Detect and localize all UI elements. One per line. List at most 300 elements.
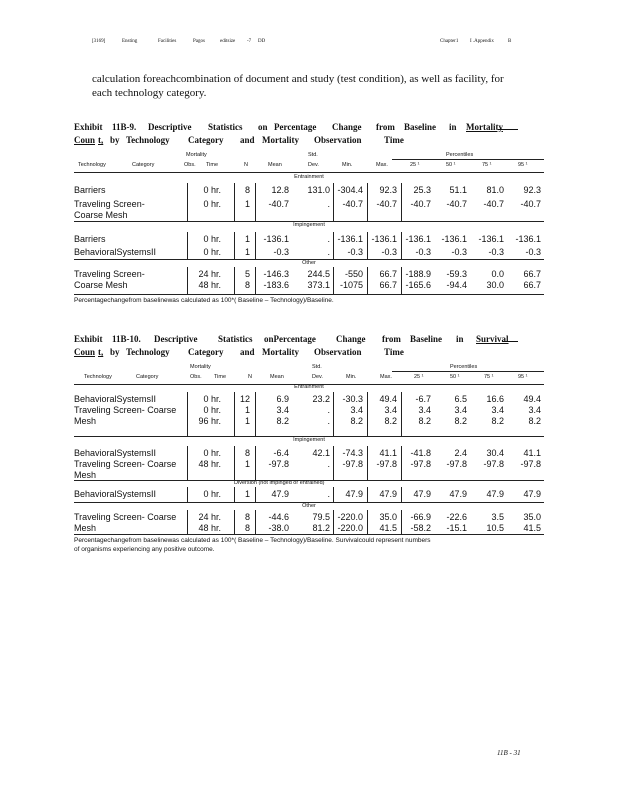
title-word: Technology [126, 347, 170, 357]
hdr-dev: Dev. [312, 374, 323, 380]
column-rule [255, 183, 256, 221]
title-word: Change [332, 122, 362, 132]
p95-cell: 35.0 [523, 512, 541, 522]
hdr-mean: Mean [268, 162, 282, 168]
n-cell: 8 [244, 280, 250, 290]
column-rule [401, 392, 402, 436]
min-cell: -304.4 [337, 185, 363, 195]
title-rule [502, 333, 518, 342]
section-rule [74, 502, 544, 503]
page-number: 11B - 31 [497, 749, 521, 757]
title-word: Time [384, 135, 404, 145]
percentiles-rule [392, 371, 544, 372]
header-item: Pagos [193, 39, 205, 44]
column-rule [401, 232, 402, 259]
p25-cell: 8.2 [418, 416, 431, 426]
section-label: Impingement [293, 222, 325, 228]
column-rule [367, 446, 368, 480]
p75-cell: 16.6 [486, 394, 504, 404]
column-rule [367, 510, 368, 534]
max-cell: -136.1 [371, 234, 397, 244]
title-word: Mortality [466, 122, 503, 132]
hdr-time: Time [214, 374, 227, 380]
hdr-technology: Technology [78, 162, 106, 168]
title-word: in [456, 334, 464, 344]
std-cell: 81.2 [312, 523, 330, 533]
hdr-mean: Mean [270, 374, 284, 380]
column-rule [333, 267, 334, 294]
p50-cell: -22.6 [446, 512, 467, 522]
header-item: editsize [220, 39, 236, 44]
time-cell: 0 hr. [203, 247, 221, 257]
p50-cell: 2.4 [454, 448, 467, 458]
title-word: Mortality [262, 347, 299, 357]
min-cell: -550 [344, 269, 363, 279]
p25-cell: 25.3 [413, 185, 431, 195]
title-word: t, [98, 135, 104, 145]
section-rule [74, 294, 544, 295]
time-cell: 0 hr. [203, 448, 221, 458]
p75-cell: 8.2 [491, 416, 504, 426]
n-cell: 8 [244, 185, 250, 195]
max-cell: 66.7 [379, 269, 397, 279]
time-cell: 96 hr. [198, 416, 221, 426]
max-cell: -97.8 [376, 459, 397, 469]
column-rule [187, 446, 188, 480]
title-word: on [258, 122, 268, 132]
max-cell: 92.3 [379, 185, 397, 195]
section-label: Impingement [293, 437, 325, 443]
header-item: B [508, 39, 512, 44]
max-cell: 49.4 [379, 394, 397, 404]
mean-cell: -6.4 [273, 448, 289, 458]
mean-cell: 12.8 [271, 185, 289, 195]
header-item: DD [258, 39, 266, 44]
max-cell: 41.1 [379, 448, 397, 458]
title-word: Coun [74, 347, 96, 357]
title-word: by [110, 347, 120, 357]
column-rule [333, 487, 334, 502]
max-cell: 8.2 [384, 416, 397, 426]
percentiles-rule [392, 159, 544, 160]
min-cell: -220.0 [337, 512, 363, 522]
p50-cell: 8.2 [454, 416, 467, 426]
time-cell: 48 hr. [198, 523, 221, 533]
time-cell: 0 hr. [203, 234, 221, 244]
n-cell: 1 [244, 199, 250, 209]
p50-cell: -15.1 [446, 523, 467, 533]
max-cell: 35.0 [379, 512, 397, 522]
title-word: Change [336, 334, 366, 344]
column-rule [234, 392, 235, 436]
column-rule [401, 183, 402, 221]
exhibit2-table [74, 362, 544, 537]
exhibit2-footnote: Percentagechangefrom baselinewas calculated as 100*( Baseline – Technology)/Baseline. Survivalcould represent numbers [74, 537, 431, 544]
column-rule [255, 232, 256, 259]
std-cell: . [327, 199, 330, 209]
hdr-max: Max. [376, 162, 388, 168]
column-rule [401, 510, 402, 534]
title-word: Baseline [410, 334, 443, 344]
p95-cell: 3.4 [528, 405, 541, 415]
column-rule [187, 183, 188, 221]
p75-cell: -136.1 [478, 234, 504, 244]
column-rule [234, 487, 235, 502]
technology-cell: Traveling Screen- [74, 199, 145, 209]
title-word: Time [384, 347, 404, 357]
title-word: Category [188, 347, 224, 357]
n-cell: 1 [244, 416, 250, 426]
max-cell: 66.7 [379, 280, 397, 290]
mean-cell: 47.9 [271, 489, 289, 499]
title-word: by [110, 135, 120, 145]
header-item: -7 [247, 39, 252, 44]
p50-cell: 47.9 [449, 489, 467, 499]
hdr-time: Time [206, 162, 219, 168]
p75-cell: 0.0 [491, 269, 504, 279]
header-item: Facilities [158, 39, 177, 44]
hdr-std: Std. [308, 152, 318, 158]
column-rule [255, 510, 256, 534]
column-rule [234, 267, 235, 294]
column-rule [333, 510, 334, 534]
p25-cell: -66.9 [410, 512, 431, 522]
p50-cell: -40.7 [446, 199, 467, 209]
n-cell: 1 [244, 459, 250, 469]
mean-cell: 8.2 [276, 416, 289, 426]
column-rule [255, 392, 256, 436]
title-word: 11B-9. [112, 122, 137, 132]
max-cell: 3.4 [384, 405, 397, 415]
p95-cell: 49.4 [523, 394, 541, 404]
title-word: 11B-10. [112, 334, 141, 344]
exhibit1-table [74, 150, 544, 300]
p75-cell: 3.5 [491, 512, 504, 522]
n-cell: 1 [244, 489, 250, 499]
column-rule [333, 392, 334, 436]
hdr-max: Max. [380, 374, 392, 380]
technology-cell: Mesh [74, 470, 97, 480]
title-word: Category [188, 135, 224, 145]
std-cell: . [327, 459, 330, 469]
technology-cell: Coarse Mesh [74, 280, 128, 290]
header-item: Chapter1 [440, 39, 459, 44]
max-cell: -40.7 [376, 199, 397, 209]
std-cell: 79.5 [312, 512, 330, 522]
std-cell: 244.5 [307, 269, 330, 279]
technology-cell: Barriers [74, 234, 106, 244]
title-word: Baseline [404, 122, 437, 132]
hdr-min: Min. [346, 374, 357, 380]
hdr-p50: 50 ¹ [446, 162, 456, 168]
p25-cell: -6.7 [415, 394, 431, 404]
p50-cell: -0.3 [451, 247, 467, 257]
mean-cell: -183.6 [263, 280, 289, 290]
p75-cell: 47.9 [486, 489, 504, 499]
min-cell: 8.2 [350, 416, 363, 426]
mean-cell: -97.8 [268, 459, 289, 469]
column-rule [255, 446, 256, 480]
p25-cell: -165.6 [405, 280, 431, 290]
hdr-min: Min. [342, 162, 353, 168]
min-cell: 47.9 [345, 489, 363, 499]
p95-cell: 66.7 [523, 280, 541, 290]
p95-cell: -0.3 [525, 247, 541, 257]
column-rule [367, 267, 368, 294]
n-cell: 1 [244, 405, 250, 415]
technology-cell: BehavioralSystemsII [74, 247, 157, 257]
header-item: Ensting [122, 39, 138, 44]
header-item: I .Appendix [470, 39, 494, 44]
hdr-dev: Dev. [308, 162, 319, 168]
std-cell: 373.1 [307, 280, 330, 290]
p75-cell: -97.8 [483, 459, 504, 469]
p25-cell: -40.7 [410, 199, 431, 209]
hdr-n: N [248, 374, 252, 380]
technology-cell: BehavioralSystemsII [74, 489, 157, 499]
header-rule [74, 172, 544, 173]
hdr-mortality: Mortality [190, 364, 211, 370]
n-cell: 1 [244, 234, 250, 244]
title-word: Statistics [208, 122, 243, 132]
hdr-n: N [244, 162, 248, 168]
mean-cell: -44.6 [268, 512, 289, 522]
p25-cell: 47.9 [413, 489, 431, 499]
n-cell: 8 [244, 448, 250, 458]
p50-cell: -94.4 [446, 280, 467, 290]
column-rule [401, 267, 402, 294]
p75-cell: 10.5 [486, 523, 504, 533]
column-rule [333, 446, 334, 480]
hdr-obs: Obs. [190, 374, 202, 380]
technology-cell: Coarse Mesh [74, 210, 128, 220]
min-cell: 3.4 [350, 405, 363, 415]
technology-cell: Mesh [74, 523, 97, 533]
section-rule [74, 436, 544, 437]
section-label: Other [302, 260, 316, 266]
title-word: Coun [74, 135, 96, 145]
intro-paragraph: calculation foreachcombination of document and study (test condition), as well as facility, for each technology category. [92, 73, 504, 99]
title-word: Technology [126, 135, 170, 145]
time-cell: 0 hr. [203, 489, 221, 499]
n-cell: 1 [244, 247, 250, 257]
n-cell: 8 [244, 523, 250, 533]
exhibit1-footnote: Percentagechangefrom baselinewas calculated as 100*( Baseline – Technology)/Baseline. [74, 297, 334, 304]
column-rule [187, 487, 188, 502]
min-cell: -97.8 [342, 459, 363, 469]
p50-cell: 6.5 [454, 394, 467, 404]
n-cell: 12 [239, 394, 250, 404]
p95-cell: 66.7 [523, 269, 541, 279]
mean-cell: -38.0 [268, 523, 289, 533]
column-rule [234, 183, 235, 221]
running-header [0, 39, 618, 49]
p95-cell: 41.1 [523, 448, 541, 458]
p75-cell: 3.4 [491, 405, 504, 415]
p95-cell: -136.1 [515, 234, 541, 244]
n-cell: 5 [244, 269, 250, 279]
hdr-category: Category [132, 162, 155, 168]
p50-cell: -136.1 [441, 234, 467, 244]
technology-cell: Traveling Screen- Coarse [74, 459, 177, 469]
technology-cell: Traveling Screen- Coarse [74, 405, 177, 415]
column-rule [187, 392, 188, 436]
p25-cell: -0.3 [415, 247, 431, 257]
technology-cell: Mesh [74, 416, 97, 426]
max-cell: -0.3 [381, 247, 397, 257]
p95-cell: 41.5 [523, 523, 541, 533]
max-cell: 41.5 [379, 523, 397, 533]
time-cell: 24 hr. [198, 269, 221, 279]
p25-cell: -58.2 [410, 523, 431, 533]
min-cell: -136.1 [337, 234, 363, 244]
exhibit2-footnote-line2: of organisms experiencing any positive outcome. [74, 546, 215, 553]
hdr-p50: 50 ¹ [450, 374, 460, 380]
title-word: from [382, 334, 401, 344]
section-rule [74, 480, 544, 481]
title-rule [498, 121, 518, 130]
hdr-percentiles: Percentiles [446, 152, 474, 158]
hdr-p25: 25 ¹ [414, 374, 424, 380]
p95-cell: 47.9 [523, 489, 541, 499]
mean-cell: -40.7 [268, 199, 289, 209]
column-rule [367, 487, 368, 502]
title-word: onPercentage [264, 334, 316, 344]
hdr-technology: Technology [84, 374, 112, 380]
min-cell: -220.0 [337, 523, 363, 533]
mean-cell: -136.1 [263, 234, 289, 244]
std-cell: . [327, 234, 330, 244]
column-rule [401, 446, 402, 480]
column-rule [401, 487, 402, 502]
title-word: Exhibit [74, 122, 103, 132]
hdr-obs: Obs. [184, 162, 196, 168]
p75-cell: -40.7 [483, 199, 504, 209]
technology-cell: Traveling Screen- [74, 269, 145, 279]
section-rule [74, 534, 544, 535]
std-cell: 23.2 [312, 394, 330, 404]
hdr-percentiles: Percentiles [450, 364, 478, 370]
hdr-p95: 95 ¹ [518, 374, 528, 380]
column-rule [234, 232, 235, 259]
n-cell: 8 [244, 512, 250, 522]
mean-cell: -0.3 [273, 247, 289, 257]
std-cell: . [327, 247, 330, 257]
title-word: Descriptive [154, 334, 198, 344]
min-cell: -0.3 [347, 247, 363, 257]
section-label: Entrainment [294, 384, 324, 390]
std-cell: 131.0 [307, 185, 330, 195]
mean-cell: -146.3 [263, 269, 289, 279]
time-cell: 0 hr. [203, 185, 221, 195]
p95-cell: -97.8 [520, 459, 541, 469]
hdr-p95: 95 ¹ [518, 162, 528, 168]
mean-cell: 6.9 [276, 394, 289, 404]
mean-cell: 3.4 [276, 405, 289, 415]
hdr-std: Std. [312, 364, 322, 370]
p75-cell: 81.0 [486, 185, 504, 195]
max-cell: 47.9 [379, 489, 397, 499]
p50-cell: 3.4 [454, 405, 467, 415]
title-word: from [376, 122, 395, 132]
section-label: Other [302, 503, 316, 509]
technology-cell: Barriers [74, 185, 106, 195]
p95-cell: 92.3 [523, 185, 541, 195]
technology-cell: BehavioralSystemsII [74, 394, 157, 404]
column-rule [367, 392, 368, 436]
title-word: t, [98, 347, 104, 357]
header-item: [3169] [92, 39, 106, 44]
title-word: Exhibit [74, 334, 103, 344]
title-word: Observation [314, 135, 362, 145]
title-word: and [240, 135, 255, 145]
p75-cell: 30.0 [486, 280, 504, 290]
time-cell: 48 hr. [198, 459, 221, 469]
p75-cell: -0.3 [488, 247, 504, 257]
min-cell: -30.3 [342, 394, 363, 404]
title-word: Descriptive [148, 122, 192, 132]
column-rule [333, 232, 334, 259]
p25-cell: -136.1 [405, 234, 431, 244]
time-cell: 0 hr. [203, 394, 221, 404]
p95-cell: -40.7 [520, 199, 541, 209]
min-cell: -40.7 [342, 199, 363, 209]
column-rule [367, 183, 368, 221]
column-rule [255, 487, 256, 502]
std-cell: 42.1 [312, 448, 330, 458]
p25-cell: -97.8 [410, 459, 431, 469]
technology-cell: BehavioralSystemsII [74, 448, 157, 458]
column-rule [234, 510, 235, 534]
min-cell: -1075 [339, 280, 363, 290]
column-rule [255, 267, 256, 294]
column-rule [187, 232, 188, 259]
title-word: and [240, 347, 255, 357]
column-rule [333, 183, 334, 221]
column-rule [187, 267, 188, 294]
p50-cell: -59.3 [446, 269, 467, 279]
hdr-mortality: Mortality [186, 152, 207, 158]
p25-cell: -41.8 [410, 448, 431, 458]
title-word: Survival [476, 334, 509, 344]
time-cell: 0 hr. [203, 199, 221, 209]
hdr-category: Category [136, 374, 159, 380]
hdr-p75: 75 ¹ [484, 374, 494, 380]
title-word: Observation [314, 347, 362, 357]
std-cell: . [327, 405, 330, 415]
std-cell: . [327, 489, 330, 499]
exhibit2-title [74, 333, 544, 359]
p95-cell: 8.2 [528, 416, 541, 426]
column-rule [234, 446, 235, 480]
hdr-p75: 75 ¹ [482, 162, 492, 168]
title-word: in [449, 122, 457, 132]
technology-cell: Traveling Screen- Coarse [74, 512, 177, 522]
p50-cell: -97.8 [446, 459, 467, 469]
title-word: Statistics [218, 334, 253, 344]
title-word: Mortality [262, 135, 299, 145]
time-cell: 48 hr. [198, 280, 221, 290]
column-rule [187, 510, 188, 534]
time-cell: 0 hr. [203, 405, 221, 415]
p25-cell: -188.9 [405, 269, 431, 279]
title-word: Percentage [274, 122, 317, 132]
section-label: Entrainment [294, 174, 324, 180]
p50-cell: 51.1 [449, 185, 467, 195]
section-label: Diversion (not impinged or entrained) [234, 480, 325, 486]
p75-cell: 30.4 [486, 448, 504, 458]
hdr-p25: 25 ¹ [410, 162, 420, 168]
